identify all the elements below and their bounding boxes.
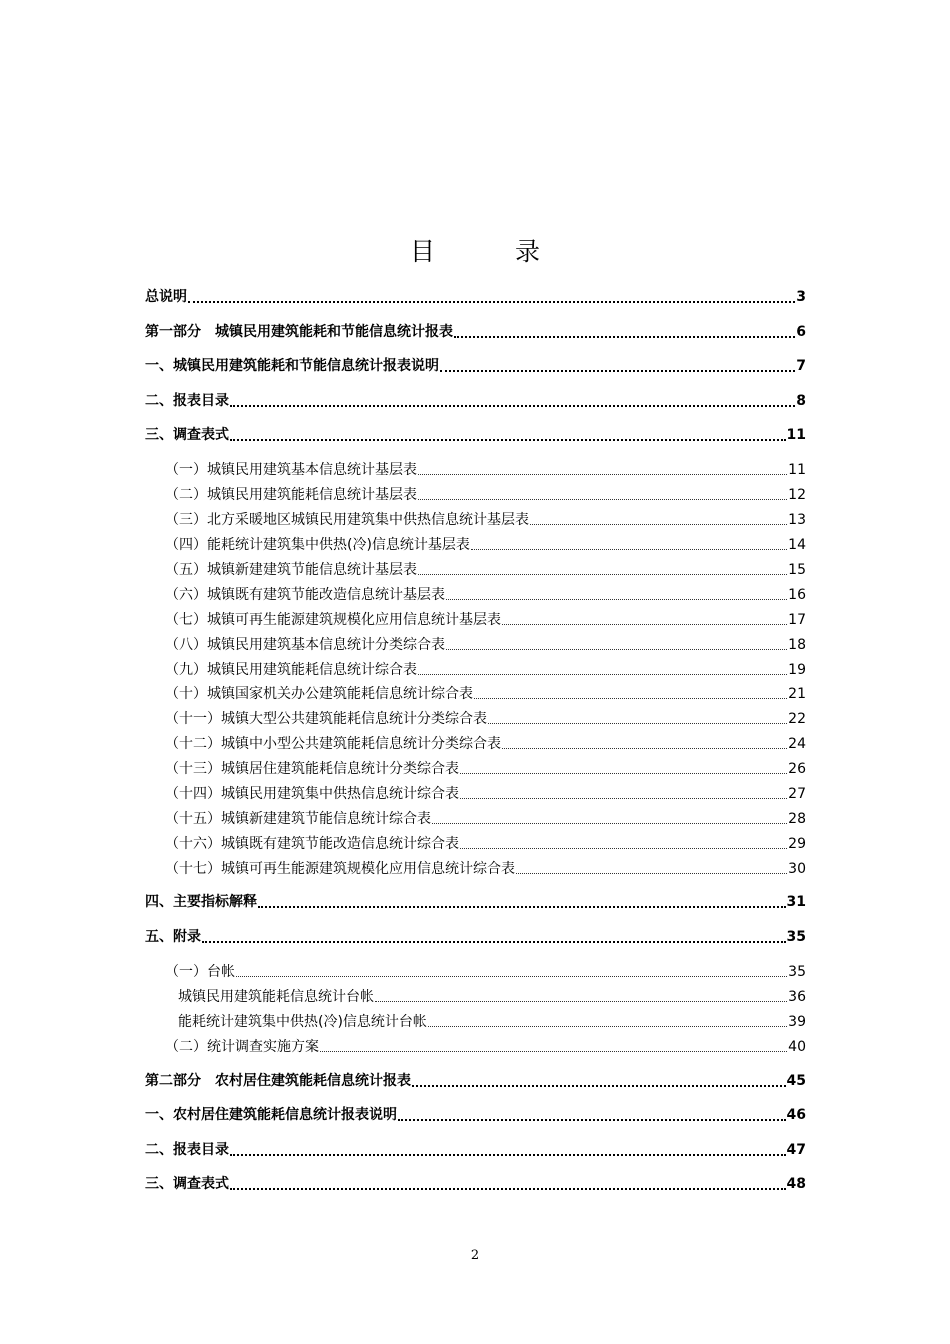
toc-entry-page: 30 — [788, 861, 806, 877]
toc-entry[interactable] — [165, 1037, 806, 1057]
toc-entry-label: （十六）城镇既有建筑节能改造信息统计综合表 — [165, 836, 459, 852]
toc-entry-page: 28 — [788, 811, 806, 827]
toc-entry[interactable] — [165, 635, 806, 655]
toc-entry-page: 48 — [786, 1176, 806, 1192]
toc-entry-label: （一）城镇民用建筑基本信息统计基层表 — [165, 462, 417, 478]
toc-entry-page: 46 — [786, 1107, 806, 1123]
toc-entry-page: 8 — [796, 393, 806, 409]
toc-entry-label: （六）城镇既有建筑节能改造信息统计基层表 — [165, 587, 445, 603]
toc-entry-label: 三、调查表式 — [145, 1176, 229, 1192]
toc-entry[interactable] — [145, 1140, 806, 1160]
leader-dots — [202, 941, 786, 943]
leader-dots — [432, 823, 787, 824]
toc-entry[interactable] — [165, 684, 806, 704]
leader-dots — [460, 798, 787, 799]
leader-dots — [418, 574, 787, 575]
leader-dots — [320, 1051, 787, 1052]
toc-entry-label: （四）能耗统计建筑集中供热(冷)信息统计基层表 — [165, 537, 470, 553]
toc-entry[interactable] — [145, 1105, 806, 1125]
leader-dots — [446, 649, 787, 650]
toc-entry-page: 14 — [788, 537, 806, 553]
toc-entry[interactable] — [145, 892, 806, 912]
toc-entry[interactable] — [165, 709, 806, 729]
leader-dots — [516, 873, 787, 874]
toc-entry[interactable] — [165, 660, 806, 680]
page-number: 2 — [470, 1248, 480, 1263]
leader-dots — [230, 1154, 786, 1156]
toc-entry-page: 15 — [788, 562, 806, 578]
toc-entry-label: （七）城镇可再生能源建筑规模化应用信息统计基层表 — [165, 612, 501, 628]
leader-dots — [230, 439, 786, 441]
toc-entry-page: 3 — [796, 289, 806, 305]
toc-entry[interactable] — [145, 927, 806, 947]
leader-dots — [418, 474, 787, 475]
toc-entry[interactable] — [165, 962, 806, 982]
leader-dots — [502, 624, 787, 625]
toc-entry-page: 26 — [788, 761, 806, 777]
toc-entry-label: 城镇民用建筑能耗信息统计台帐 — [178, 989, 374, 1005]
toc-entry-label: （十二）城镇中小型公共建筑能耗信息统计分类综合表 — [165, 736, 501, 752]
toc-entry-page: 13 — [788, 512, 806, 528]
toc-entry[interactable] — [165, 859, 806, 879]
leader-dots — [418, 499, 787, 500]
toc-entry-label: 一、城镇民用建筑能耗和节能信息统计报表说明 — [145, 358, 439, 374]
leader-dots — [446, 599, 787, 600]
toc-entry-page: 16 — [788, 587, 806, 603]
toc-entry[interactable] — [165, 734, 806, 754]
leader-dots — [502, 748, 787, 749]
toc-entry-label: 二、报表目录 — [145, 1142, 229, 1158]
toc-entry-label: 五、附录 — [145, 929, 201, 945]
toc-entry[interactable] — [145, 425, 806, 445]
toc-title: 目 录 — [410, 237, 576, 266]
toc-entry-page: 31 — [786, 894, 806, 910]
leader-dots — [418, 674, 787, 675]
leader-dots — [428, 1026, 787, 1027]
leader-dots — [236, 976, 787, 977]
leader-dots — [440, 370, 795, 372]
toc-entry-label: （三）北方采暖地区城镇民用建筑集中供热信息统计基层表 — [165, 512, 529, 528]
toc-entry-label: （九）城镇民用建筑能耗信息统计综合表 — [165, 662, 417, 678]
toc-entry-page: 11 — [786, 427, 806, 443]
toc-entry[interactable] — [145, 1174, 806, 1194]
leader-dots — [230, 1188, 786, 1190]
toc-entry[interactable] — [165, 784, 806, 804]
toc-entry-page: 22 — [788, 711, 806, 727]
toc-entry[interactable] — [165, 510, 806, 530]
toc-entry-page: 6 — [796, 324, 806, 340]
toc-entry-page: 35 — [788, 964, 806, 980]
leader-dots — [398, 1119, 786, 1121]
toc-entry[interactable] — [165, 460, 806, 480]
toc-entry-page: 36 — [788, 989, 806, 1005]
toc-entry-page: 40 — [788, 1039, 806, 1055]
toc-entry-label: （二）城镇民用建筑能耗信息统计基层表 — [165, 487, 417, 503]
toc-entry-page: 7 — [796, 358, 806, 374]
toc-entry-label: 能耗统计建筑集中供热(冷)信息统计台帐 — [178, 1014, 427, 1030]
toc-entry-page: 19 — [788, 662, 806, 678]
toc-entry-label: （十三）城镇居住建筑能耗信息统计分类综合表 — [165, 761, 459, 777]
toc-entry-page: 27 — [788, 786, 806, 802]
toc-entry-page: 35 — [786, 929, 806, 945]
toc-entry-label: （十五）城镇新建建筑节能信息统计综合表 — [165, 811, 431, 827]
leader-dots — [488, 723, 787, 724]
toc-entry[interactable] — [145, 391, 806, 411]
toc-entry[interactable] — [165, 610, 806, 630]
leader-dots — [474, 698, 787, 699]
toc-entry-label: （十四）城镇民用建筑集中供热信息统计综合表 — [165, 786, 459, 802]
toc-entry-page: 18 — [788, 637, 806, 653]
leader-dots — [471, 549, 787, 550]
toc-entry[interactable] — [145, 287, 806, 307]
toc-entry[interactable] — [145, 322, 806, 342]
toc-entry[interactable] — [178, 987, 806, 1007]
toc-entry-page: 47 — [786, 1142, 806, 1158]
toc-entry[interactable] — [165, 535, 806, 555]
toc-entry-label: （十七）城镇可再生能源建筑规模化应用信息统计综合表 — [165, 861, 515, 877]
toc-entry-label: 一、农村居住建筑能耗信息统计报表说明 — [145, 1107, 397, 1123]
toc-entry[interactable] — [165, 759, 806, 779]
leader-dots — [530, 524, 787, 525]
toc-entry-label: （八）城镇民用建筑基本信息统计分类综合表 — [165, 637, 445, 653]
toc-entry-label: （二）统计调查实施方案 — [165, 1039, 319, 1055]
toc-entry[interactable] — [165, 485, 806, 505]
leader-dots — [258, 906, 786, 908]
toc-entry-page: 24 — [788, 736, 806, 752]
leader-dots — [460, 848, 787, 849]
leader-dots — [412, 1085, 786, 1087]
toc-entry-page: 45 — [786, 1073, 806, 1089]
leader-dots — [375, 1001, 787, 1002]
toc-entry-page: 11 — [788, 462, 806, 478]
toc-entry[interactable] — [165, 809, 806, 829]
toc-entry[interactable] — [145, 356, 806, 376]
toc-entry-label: 第二部分 农村居住建筑能耗信息统计报表 — [145, 1073, 411, 1089]
toc-entry-page: 17 — [788, 612, 806, 628]
leader-dots — [460, 773, 787, 774]
toc-entry-label: （十）城镇国家机关办公建筑能耗信息统计综合表 — [165, 686, 473, 702]
toc-entry-page: 39 — [788, 1014, 806, 1030]
toc-entry-label: 二、报表目录 — [145, 393, 229, 409]
toc-entry-label: （十一）城镇大型公共建筑能耗信息统计分类综合表 — [165, 711, 487, 727]
toc-entry-page: 21 — [788, 686, 806, 702]
toc-entry[interactable] — [165, 834, 806, 854]
toc-entry-page: 29 — [788, 836, 806, 852]
toc-entry-label: （一）台帐 — [165, 964, 235, 980]
toc-entry-page: 12 — [788, 487, 806, 503]
leader-dots — [454, 336, 795, 338]
toc-entry-label: （五）城镇新建建筑节能信息统计基层表 — [165, 562, 417, 578]
toc-entry-label: 三、调查表式 — [145, 427, 229, 443]
toc-entry[interactable] — [178, 1012, 806, 1032]
toc-entry[interactable] — [165, 585, 806, 605]
toc-entry[interactable] — [145, 1071, 806, 1091]
toc-entry-label: 第一部分 城镇民用建筑能耗和节能信息统计报表 — [145, 324, 453, 340]
leader-dots — [188, 301, 795, 303]
toc-entry[interactable] — [165, 560, 806, 580]
leader-dots — [230, 405, 795, 407]
toc-entry-label: 总说明 — [145, 289, 187, 305]
toc-entry-label: 四、主要指标解释 — [145, 894, 257, 910]
